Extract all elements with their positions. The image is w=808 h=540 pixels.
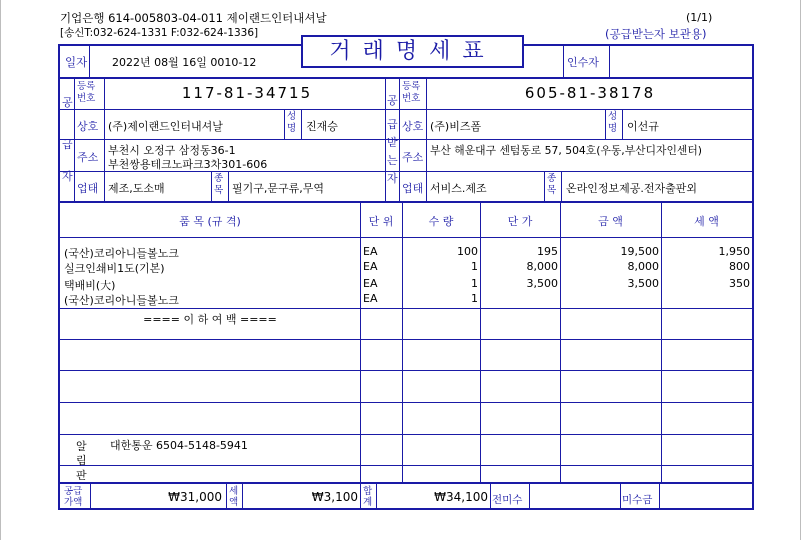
rule — [74, 77, 75, 201]
supplier-biz-type: 제조,도소매 — [108, 182, 165, 195]
rule — [560, 201, 561, 483]
biz-item-label: 종 — [214, 173, 224, 184]
rule — [104, 77, 105, 201]
supply-amount-label: 가액 — [64, 497, 83, 508]
rule — [89, 46, 90, 77]
rule — [563, 46, 564, 77]
reg-no-label: 번호 — [77, 93, 96, 104]
notice-label: 림 — [76, 454, 87, 467]
rule — [60, 237, 752, 238]
item-name: (국산)코리아니들볼노크 — [64, 247, 179, 260]
col-header-price: 단 가 — [507, 215, 533, 228]
supplier-reg-no: 117-81-34715 — [181, 84, 313, 102]
blank-note: ==== 이 하 여 백 ==== — [143, 313, 277, 326]
tax-amount-label: 세 — [229, 486, 239, 497]
company-label: 상호 — [77, 120, 99, 133]
buyer-address: 부산 해운대구 센텀동로 57, 504호(우동,부산디자인센터) — [430, 144, 702, 157]
bank-info: 기업은행 614-005803-04-011 제이랜드인터내셔날 — [60, 11, 327, 25]
rule — [376, 483, 377, 510]
rule — [529, 483, 530, 510]
rule — [60, 370, 752, 371]
reg-no-label: 등록 — [402, 81, 421, 92]
item-price: 195 — [537, 245, 558, 258]
item-amount: 8,000 — [627, 260, 659, 273]
total-value: ₩34,100 — [434, 490, 488, 504]
col-header-unit: 단 위 — [368, 215, 394, 228]
address-label: 주소 — [402, 151, 424, 164]
item-qty: 1 — [471, 277, 478, 290]
rule — [360, 201, 361, 483]
biz-item-label: 목 — [214, 185, 224, 196]
rule — [60, 402, 752, 403]
rule — [60, 465, 752, 466]
supplier-side-label: 공 — [62, 96, 73, 109]
rule — [480, 201, 481, 483]
rule — [60, 77, 752, 79]
rule — [620, 483, 621, 510]
supplier-address-1: 부천시 오정구 삼정동36-1 — [108, 144, 236, 157]
rule — [284, 109, 285, 139]
prev-unpaid-label: 전미수 — [492, 494, 523, 506]
rule — [60, 109, 752, 110]
supplier-address-2: 부천쌍용테크노파크3차301-606 — [108, 158, 268, 171]
reg-no-label: 번호 — [402, 93, 421, 104]
buyer-side-label: 급 — [387, 118, 398, 131]
rule — [490, 483, 491, 510]
rule — [301, 109, 302, 139]
supplier-biz-item: 필기구,문구류,무역 — [232, 182, 325, 195]
item-price: 8,000 — [526, 260, 558, 273]
rule — [60, 434, 752, 435]
biz-type-label: 업태 — [77, 182, 99, 195]
rule — [211, 171, 212, 201]
rule — [402, 201, 403, 483]
rule — [426, 77, 427, 201]
window-edge-left — [0, 0, 1, 540]
notice-label: 판 — [76, 469, 87, 482]
document-title: 거래명세표 — [301, 35, 524, 68]
contact-info: [송신T:032-624-1331 F:032-624-1336] — [60, 27, 259, 39]
rule — [360, 483, 361, 510]
rule — [399, 77, 400, 201]
col-header-item: 품 목 (규 격) — [179, 215, 241, 228]
notice-text: 대한통운 6504-5148-5941 — [110, 439, 248, 452]
col-header-amount: 금 액 — [598, 215, 623, 228]
ceo-label: 명 — [287, 123, 297, 134]
col-header-qty: 수 량 — [428, 215, 454, 228]
rule — [60, 201, 752, 203]
tax-amount-label: 액 — [229, 497, 239, 508]
item-amount: 19,500 — [620, 245, 659, 258]
ceo-label: 성 — [608, 111, 618, 122]
item-qty: 1 — [471, 260, 478, 273]
supplier-side-label: 급 — [62, 138, 73, 151]
item-qty: 1 — [471, 292, 478, 305]
item-unit: EA — [363, 260, 378, 273]
supply-amount-label: 공급 — [64, 486, 83, 497]
item-qty: 100 — [457, 245, 478, 258]
supplier-side-label: 자 — [62, 170, 73, 183]
rule — [659, 483, 660, 510]
item-tax: 350 — [729, 277, 750, 290]
rule — [661, 201, 662, 483]
receiver-label: 인수자 — [567, 56, 599, 69]
buyer-ceo: 이선규 — [627, 120, 659, 133]
rule — [544, 171, 545, 201]
supply-amount-value: ₩31,000 — [168, 490, 222, 504]
item-amount: 3,500 — [627, 277, 659, 290]
rule — [385, 77, 386, 201]
rule — [60, 339, 752, 340]
item-tax: 1,950 — [718, 245, 750, 258]
buyer-side-label: 공 — [387, 94, 398, 107]
buyer-reg-no: 605-81-38178 — [524, 84, 656, 102]
buyer-biz-item: 온라인정보제공.전자출판외 — [566, 182, 698, 195]
item-unit: EA — [363, 292, 378, 305]
unpaid-label: 미수금 — [622, 494, 653, 506]
total-label: 계 — [363, 497, 373, 508]
copy-label: (공급받는자 보관용) — [605, 27, 707, 41]
biz-item-label: 종 — [547, 173, 557, 184]
item-unit: EA — [363, 277, 378, 290]
item-name: 택배비(大) — [64, 279, 116, 292]
ceo-label: 성 — [287, 111, 297, 122]
rule — [226, 483, 227, 510]
item-price: 3,500 — [526, 277, 558, 290]
col-header-tax: 세 액 — [694, 215, 719, 228]
item-unit: EA — [363, 245, 378, 258]
rule — [609, 46, 610, 77]
rule — [605, 109, 606, 139]
rule — [242, 483, 243, 510]
item-name: (국산)코리아니들볼노크 — [64, 294, 179, 307]
buyer-side-label: 받 — [387, 136, 398, 149]
buyer-side-label: 자 — [387, 172, 398, 185]
supplier-company: (주)제이랜드인터내셔날 — [108, 120, 223, 133]
notice-label: 알 — [76, 440, 87, 453]
buyer-biz-type: 서비스.제조 — [430, 182, 487, 195]
item-tax: 800 — [729, 260, 750, 273]
statement-form — [58, 44, 754, 510]
rule — [561, 171, 562, 201]
biz-type-label: 업태 — [402, 182, 424, 195]
date-value: 2022년 08월 16일 0010-12 — [112, 56, 257, 69]
buyer-company: (주)비즈폼 — [430, 120, 482, 133]
biz-item-label: 목 — [547, 185, 557, 196]
window-edge-right — [800, 0, 801, 540]
total-label: 합 — [363, 486, 373, 497]
tax-amount-value: ₩3,100 — [311, 490, 358, 504]
company-label: 상호 — [402, 120, 424, 133]
rule — [622, 109, 623, 139]
date-label: 일자 — [65, 55, 88, 69]
rule — [60, 139, 752, 140]
rule — [60, 482, 752, 484]
buyer-side-label: 는 — [387, 154, 398, 167]
ceo-label: 명 — [608, 123, 618, 134]
rule — [90, 483, 91, 510]
rule — [60, 308, 752, 309]
rule — [228, 171, 229, 201]
address-label: 주소 — [77, 151, 99, 164]
reg-no-label: 등록 — [77, 81, 96, 92]
supplier-ceo: 진재승 — [306, 120, 338, 133]
item-name: 실크인쇄비1도(기본) — [64, 262, 165, 275]
page-indicator: (1/1) — [686, 11, 713, 24]
